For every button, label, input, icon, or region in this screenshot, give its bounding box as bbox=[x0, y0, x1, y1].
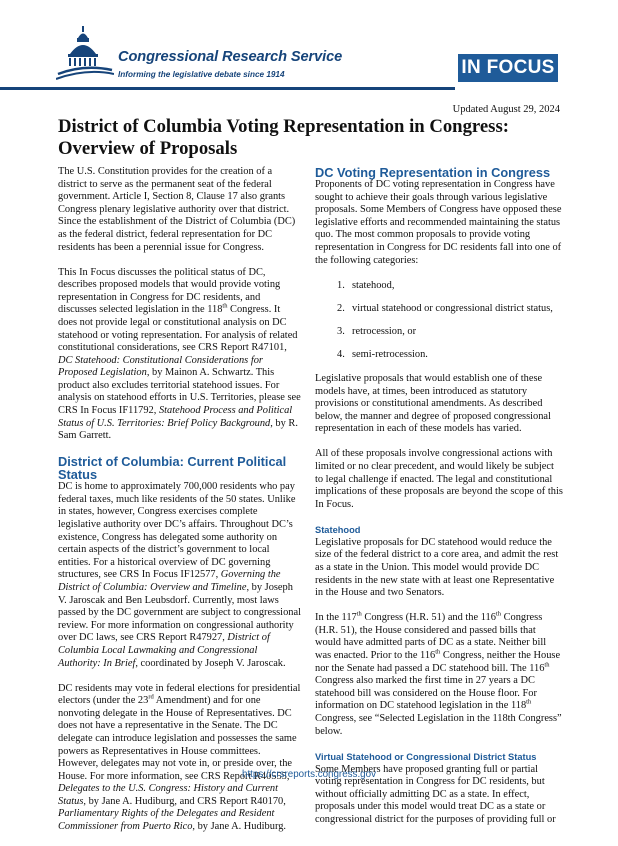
text-run: Congress. It does not provide legal or constitutional analysis on DC statehood or voting representation. For analysis of related constitutional considerations, see CRS Report R47101, bbox=[58, 304, 298, 354]
list-item bbox=[315, 303, 563, 316]
voting-paragraph-2: Legislative proposals that would establish one of these models have, at times, been introduced as statutory provisions or constitutional amendments. As described below, the manner and degree of proposed congressional representation in each of these models has varied. bbox=[315, 373, 551, 435]
superscript: th bbox=[356, 610, 362, 618]
report-title: District of Columbia Local Lawmaking and Congressional Authority: In Brief bbox=[58, 632, 270, 669]
statehood-paragraph-2 bbox=[315, 612, 563, 738]
list-number: 1. bbox=[337, 279, 345, 291]
subheading-statehood: Statehood bbox=[315, 524, 361, 535]
report-title: Governing the District of Columbia: Overview and Timeline bbox=[58, 569, 281, 593]
text-run: , by Jane A. Hudiburg. bbox=[192, 821, 287, 833]
list-label: statehood, bbox=[352, 279, 395, 291]
report-title: Delegates to the U.S. Congress: History and Current Status bbox=[58, 783, 279, 807]
superscript: th bbox=[435, 648, 441, 656]
statehood-paragraph-1: Legislative proposals for DC statehood would reduce the size of the federal district to a core area, and admit the rest as a state in the Union. This model would provide DC residents in the new state with at least one Representative in the House and two Senators. bbox=[315, 536, 559, 599]
text-run: , by R. Sam Garrett. bbox=[58, 417, 298, 442]
text-run: Amendment) and for one nonvoting delegate in the House of Representatives. DC does not have a representative in the Senate. The DC delegate can introduce legislation and possesses the same powers as Representatives in House committees. However, delegates may not vote in, or preside over, the House. For more information, see CRS Report R40555, bbox=[58, 695, 297, 782]
list-item bbox=[315, 280, 563, 293]
text-run: This In Focus discusses the political status of DC, describes proposed models that would provide voting representation in Congress for DC residents, and discusses selected legislation in the 118 bbox=[58, 266, 281, 316]
text-run: Congress also marked the first time in 27 years a DC statehood bill was considered on the House floor. For information on DC statehood legislation in the 118 bbox=[315, 675, 537, 712]
org-tagline: Informing the legislative debate since 1914 bbox=[118, 70, 285, 79]
page-title: District of Columbia Voting Representation in Congress: Overview of Proposals bbox=[58, 116, 509, 159]
capitol-dome-logo-icon bbox=[56, 24, 114, 80]
virtual-paragraph-1: Some Members have proposed granting full or partial voting representation in Congress for DC residents, but without officially admitting DC as a state. In effect, proposals under this model would treat DC as a state or congressional district for the purposes of providing full or bbox=[315, 763, 556, 825]
section-heading-voting: DC Voting Representation in Congress bbox=[315, 165, 551, 180]
text-run: In the 117 bbox=[315, 612, 357, 624]
in-focus-badge: IN FOCUS bbox=[458, 54, 558, 82]
list-item bbox=[315, 326, 563, 339]
footer-url-link[interactable]: https://crsreports.congress.gov bbox=[242, 769, 376, 780]
voting-paragraph-3: All of these proposals involve congressional actions with limited or no clear precedent, and would likely be subject to legal challenge if enacted. The legal and constitutional implications of these proposals are beyond the scope of this In Focus. bbox=[315, 448, 563, 510]
intro-paragraph-2 bbox=[58, 267, 301, 443]
text-run: DC residents may vote in federal elections for presidential electors (under the 23 bbox=[58, 682, 301, 707]
list-number: 2. bbox=[337, 302, 345, 314]
superscript: th bbox=[544, 661, 550, 669]
category-list bbox=[315, 280, 563, 362]
list-label: semi-retrocession. bbox=[352, 348, 428, 360]
text-run: Congress, see “Selected Legislation in the 118th Congress” below. bbox=[315, 712, 562, 737]
status-paragraph-2 bbox=[58, 683, 301, 834]
superscript: th bbox=[526, 698, 532, 706]
updated-date: Updated August 29, 2024 bbox=[452, 104, 560, 115]
text-run: , by Joseph V. Jaroscak and Ben Leubsdorf. Currently, most laws passed by the DC government are subject to congressional review. For more information on congressional authority over DC laws, see CRS Report R47927, bbox=[58, 582, 301, 644]
subheading-virtual-statehood: Virtual Statehood or Congressional District Status bbox=[315, 751, 537, 762]
list-item bbox=[315, 349, 563, 362]
superscript: th bbox=[495, 610, 501, 618]
list-label: virtual statehood or congressional district status, bbox=[352, 302, 553, 314]
text-run: Congress, neither the House nor the Senate had passed a DC statehood bill. The 116 bbox=[315, 649, 561, 674]
intro-paragraph-1: The U.S. Constitution provides for the creation of a district to serve as the permanent seat of the federal government. Article I, Section 8, Clause 17 also grants Congress plenary legislative authority over that district. Since the establishment of the District of Columbia (DC) as the federal district, federal representation for DC residents has been a perennial issue for Congress. bbox=[58, 166, 296, 253]
text-run: Congress (H.R. 51) and the 116 bbox=[361, 612, 496, 624]
text-run: DC is home to approximately 700,000 residents who pay federal taxes, much like residents of the 50 states. Unlike in states, however, Congress exercises complete legislative authority over DC’s affairs. Throughout DC’s existence, Congress has delegated some authority on certain aspects of the district’s government to local entities. For a historical overview of DC governing structures, see CRS In Focus IF12577, bbox=[58, 481, 296, 581]
report-header bbox=[0, 0, 618, 98]
text-run: Congress (H.R. 51), the House considered and passed bills that would have admitted parts of DC as a state. Neither bill was enacted. Prior to the 116 bbox=[315, 612, 547, 661]
status-paragraph-1 bbox=[58, 481, 301, 670]
right-column bbox=[315, 166, 563, 839]
left-column bbox=[58, 166, 301, 846]
voting-paragraph-1: Proponents of DC voting representation in Congress have sought to achieve their goals through various legislative proposals. Some Members of Congress have opposed these legislative efforts and recommended maintaining the status quo. The most common proposals to provide voting representation in Congress for DC residents fall into one of the following categories: bbox=[315, 179, 562, 266]
text-run: , by Jane A. Hudiburg, and CRS Report R40170, bbox=[83, 795, 286, 807]
superscript: rd bbox=[148, 693, 154, 701]
section-heading-status: District of Columbia: Current Political Status bbox=[58, 454, 287, 483]
report-title: Statehood Process and Political Status of U.S. Territories: Brief Policy Background bbox=[58, 405, 293, 429]
text-run: , coordinated by Joseph V. Jaroscak. bbox=[135, 657, 286, 669]
text-run: , by Mainon A. Schwartz. This product also excludes territorial statehood issues. For analysis on statehood efforts in U.S. Territories, please see CRS In Focus IF11792, bbox=[58, 367, 301, 417]
superscript: th bbox=[222, 302, 228, 310]
header-rule bbox=[0, 87, 455, 90]
list-label: retrocession, or bbox=[352, 325, 417, 337]
list-number: 4. bbox=[337, 348, 345, 360]
list-number: 3. bbox=[337, 325, 345, 337]
report-title: Parliamentary Rights of the Delegates and Resident Commissioner from Puerto Rico bbox=[58, 808, 275, 833]
org-name: Congressional Research Service bbox=[118, 49, 343, 65]
report-title: DC Statehood: Constitutional Considerations for Proposed Legislation bbox=[58, 354, 263, 379]
